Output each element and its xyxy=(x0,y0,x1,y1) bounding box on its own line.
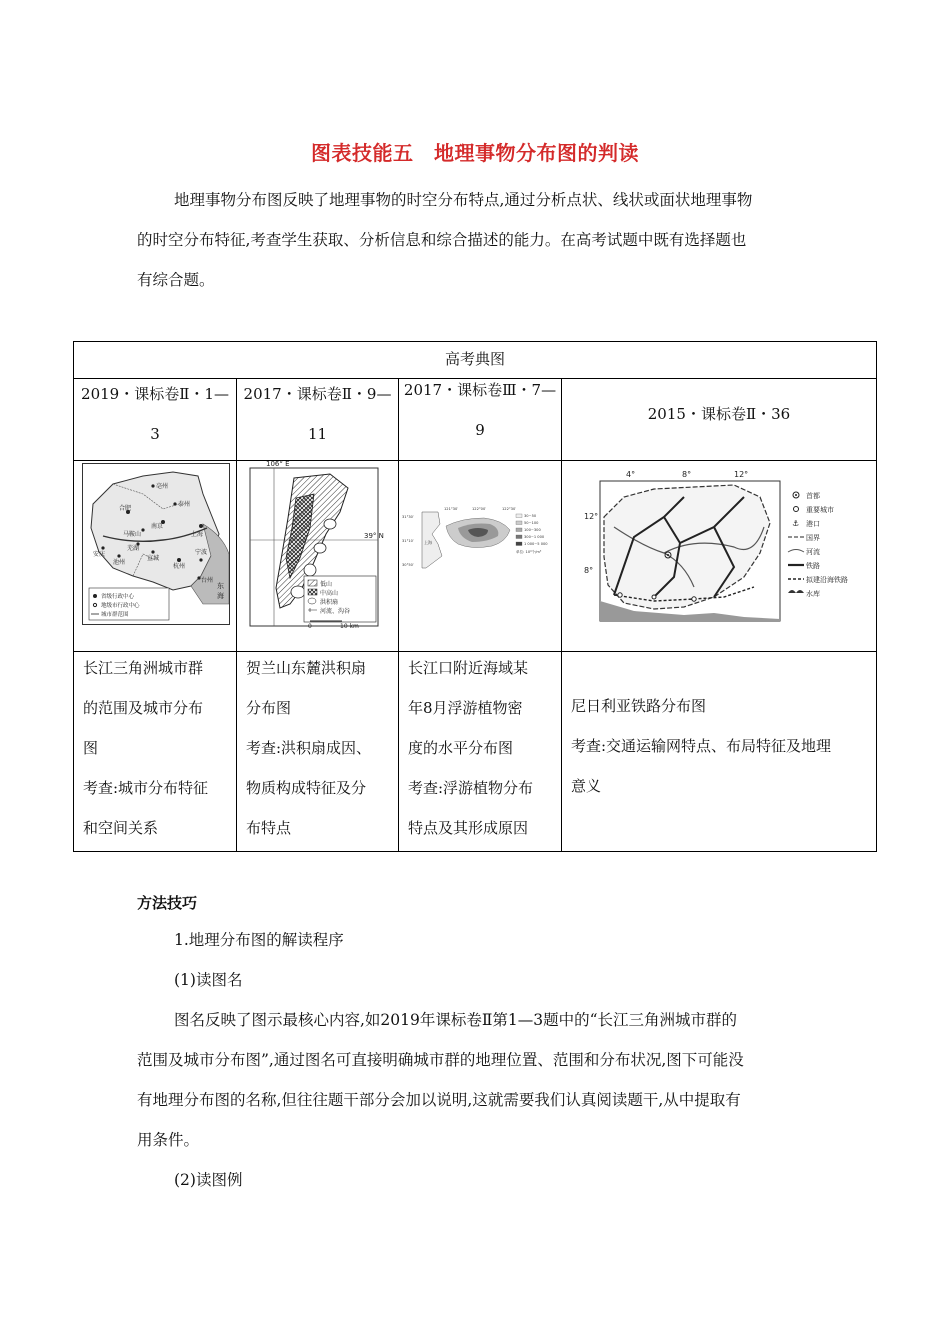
legend-label: 拟建沿海铁路 xyxy=(806,576,848,584)
scale-label: 0 xyxy=(308,623,312,628)
desc-line: 和空间关系 xyxy=(83,819,159,837)
page-title: 图表技能五 地理事物分布图的判读 xyxy=(311,141,639,165)
source-cell xyxy=(74,382,236,446)
map-label: 马鞍山 xyxy=(123,531,142,538)
longitude-label: 12° xyxy=(734,470,749,479)
yangtze-delta-map-figure xyxy=(82,463,230,625)
intro-paragraph xyxy=(137,180,817,300)
table-header: 高考典图 xyxy=(444,350,505,368)
map-label: 台州 xyxy=(201,577,214,584)
phytoplankton-map-figure xyxy=(402,504,558,574)
method-subitem: (2)读图例 xyxy=(174,1171,243,1189)
legend-label: 重要城市 xyxy=(806,506,834,514)
method-body-line: 图名反映了图示最核心内容,如2019年课标卷Ⅱ第1—3题中的“长江三角洲城市群的 xyxy=(174,1011,738,1029)
map-label: 宣城 xyxy=(147,555,160,562)
legend-label: 河流、沟谷 xyxy=(320,608,351,615)
desc-line: 布特点 xyxy=(246,819,292,837)
exam-figures-table xyxy=(73,341,877,852)
map-label: 上海 xyxy=(424,540,432,545)
desc-line: 长江口附近海域某 xyxy=(408,659,529,677)
intro-line: 地理事物分布图反映了地理事物的时空分布特点,通过分析点状、线状或面状地理事物 xyxy=(174,191,753,209)
map-label: 芜湖 xyxy=(127,545,140,552)
latitude-label: 12° xyxy=(584,512,599,521)
legend-label: 首都 xyxy=(806,492,820,500)
legend-label: 铁路 xyxy=(806,562,820,570)
desc-line: 考查:洪积扇成因、 xyxy=(246,739,372,757)
source-text: 11 xyxy=(307,425,328,443)
map-label: 池州 xyxy=(113,559,126,566)
desc-line: 度的水平分布图 xyxy=(408,739,514,757)
legend-label: 50~100 xyxy=(524,521,539,525)
desc-line: 考查:城市分布特征 xyxy=(83,779,209,797)
desc-line: 意义 xyxy=(571,777,602,795)
desc-cell xyxy=(74,648,236,848)
map-label: 海 xyxy=(217,592,224,600)
map-label: 宁波 xyxy=(195,549,208,556)
scale-label: 10 km xyxy=(340,623,359,628)
axis-label: 31°30′ xyxy=(402,515,414,519)
map-label: 南京 xyxy=(151,523,164,530)
alluvial-fan-map-figure xyxy=(244,458,392,628)
axis-label: 122°00′ xyxy=(472,507,487,511)
methods-paragraph xyxy=(137,920,817,1200)
nigeria-railway-map-figure xyxy=(584,467,868,627)
map-label: 合肥 xyxy=(119,505,132,512)
legend-label: 城市群范围 xyxy=(101,612,129,618)
legend-label: 地级市行政中心 xyxy=(101,603,140,609)
axis-label: 122°30′ xyxy=(502,507,517,511)
desc-line: 图 xyxy=(83,739,99,757)
method-subitem: (1)读图名 xyxy=(174,971,243,989)
map-label: 上海 xyxy=(191,531,204,538)
source-text: 2017・课标卷Ⅱ・9— xyxy=(243,385,392,403)
longitude-label: 106° E xyxy=(266,460,290,468)
intro-line: 的时空分布特征,考查学生获取、分析信息和综合描述的能力。在高考试题中既有选择题也 xyxy=(137,231,747,249)
map-label: 东 xyxy=(217,582,224,590)
intro-line: 有综合题。 xyxy=(137,271,215,289)
axis-label: 31°10′ xyxy=(402,539,414,543)
desc-line: 考查:交通运输网特点、布局特征及地理 xyxy=(571,737,832,755)
map-label: 杭州 xyxy=(173,563,186,570)
desc-line: 的范围及城市分布 xyxy=(83,699,204,717)
method-item: 1.地理分布图的解读程序 xyxy=(174,931,344,949)
legend-label: 100~300 xyxy=(524,528,541,532)
legend-label: 300~1 000 xyxy=(524,535,545,539)
legend-label: 省级行政中心 xyxy=(101,594,135,600)
source-text: 2017・课标卷Ⅲ・7— xyxy=(403,381,557,399)
legend-label: 30~50 xyxy=(524,514,537,518)
map-label: 安庆 xyxy=(93,551,106,558)
latitude-label: 8° xyxy=(584,566,594,575)
legend-label: 水库 xyxy=(806,590,820,598)
desc-line: 年8月浮游植物密 xyxy=(408,699,523,717)
axis-label: 30°50′ xyxy=(402,563,414,567)
legend-label: 洪积扇 xyxy=(320,599,339,606)
source-cell xyxy=(399,378,561,442)
legend-label: 单位: 10⁴个/m³ xyxy=(516,550,542,554)
source-text: 9 xyxy=(475,421,485,439)
desc-line: 尼日利亚铁路分布图 xyxy=(571,697,707,715)
source-cell xyxy=(562,402,876,426)
desc-cell xyxy=(399,648,561,848)
axis-label: 121°30′ xyxy=(444,507,459,511)
desc-line: 长江三角洲城市群 xyxy=(83,659,204,677)
legend-label: 港口 xyxy=(806,520,820,528)
desc-line: 物质构成特征及分 xyxy=(246,779,367,797)
method-body-line: 用条件。 xyxy=(137,1131,200,1149)
longitude-label: 4° xyxy=(626,470,636,479)
desc-line: 特点及其形成原因 xyxy=(408,819,529,837)
desc-line: 分布图 xyxy=(246,699,292,717)
source-text: 2015・课标卷Ⅱ・36 xyxy=(647,405,791,423)
methods-heading: 方法技巧 xyxy=(137,894,198,912)
source-cell xyxy=(237,382,398,446)
desc-line: 考查:浮游植物分布 xyxy=(408,779,534,797)
svg-text:⚓: ⚓ xyxy=(792,519,800,528)
desc-line: 贺兰山东麓洪积扇 xyxy=(246,659,367,677)
source-text: 2019・课标卷Ⅱ・1— xyxy=(81,385,229,403)
map-label: 亳州 xyxy=(156,483,169,490)
legend-label: 河流 xyxy=(806,548,820,556)
legend-label: 低山 xyxy=(320,581,333,588)
legend-label: 国界 xyxy=(806,534,820,542)
method-body-line: 范围及城市分布图”,通过图名可直接明确城市群的地理位置、范围和分布状况,图下可能没 xyxy=(137,1051,744,1069)
map-label: 泰州 xyxy=(178,501,191,508)
desc-cell xyxy=(237,648,398,848)
desc-cell xyxy=(562,686,876,806)
method-body-line: 有地理分布图的名称,但往往题干部分会加以说明,这就需要我们认真阅读题干,从中提取有 xyxy=(137,1091,741,1109)
legend-label: 中高山 xyxy=(320,590,339,597)
latitude-label: 39° N xyxy=(364,532,384,540)
source-text: 3 xyxy=(150,425,160,443)
longitude-label: 8° xyxy=(682,470,692,479)
legend-label: 1 000~5 000 xyxy=(524,542,548,546)
